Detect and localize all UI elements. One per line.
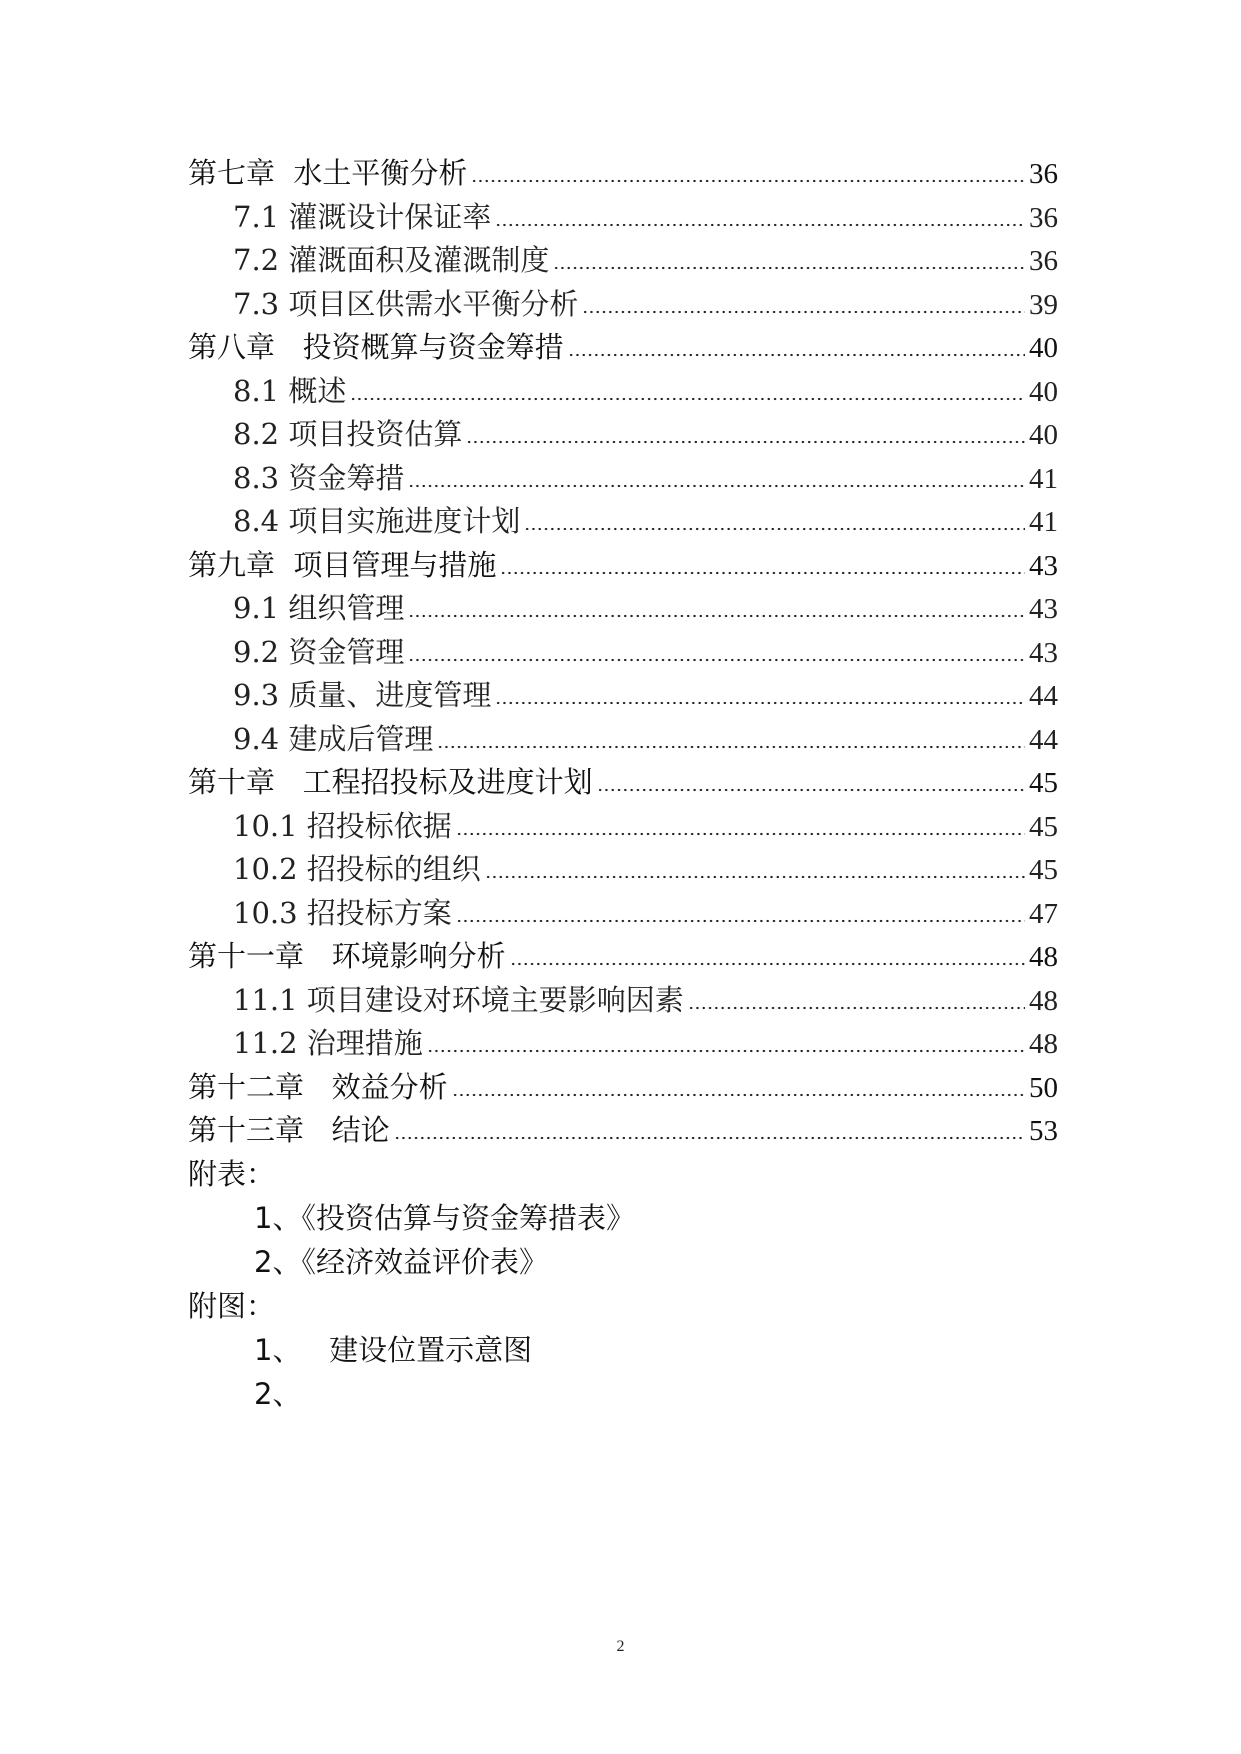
page-number: 2: [616, 1638, 625, 1655]
toc-entry-title: 9.3 质量、进度管理: [233, 678, 492, 712]
toc-page-number: 45: [1029, 767, 1058, 799]
toc-entry-title: 9.1 组织管理: [233, 591, 405, 625]
toc-dot-leader: [452, 1070, 1025, 1096]
toc-dot-leader: [408, 592, 1025, 618]
toc-dot-leader: [456, 809, 1025, 835]
toc-dot-leader: [597, 766, 1025, 792]
toc-chapter-entry: [188, 1065, 1058, 1109]
toc-section-entry: [188, 978, 1058, 1022]
toc-section-entry: [188, 195, 1058, 239]
toc-dot-leader: [466, 418, 1025, 444]
toc-section-entry: [188, 847, 1058, 891]
toc-section-entry: [188, 717, 1058, 761]
table-of-contents: [188, 151, 1058, 1152]
toc-section-entry: [188, 456, 1058, 500]
toc-dot-leader: [485, 853, 1025, 879]
toc-page-number: 40: [1029, 419, 1058, 451]
toc-entry-title: 第八章 投资概算与资金筹措: [188, 330, 564, 364]
toc-entry-title: 第十一章 环境影响分析: [188, 939, 506, 973]
toc-page-number: 48: [1029, 984, 1058, 1017]
toc-entry-title: 第七章 水土平衡分析: [188, 156, 468, 190]
toc-dot-leader: [427, 1027, 1025, 1053]
toc-page-number: 44: [1029, 680, 1058, 712]
toc-chapter-entry: [188, 543, 1058, 587]
toc-dot-leader: [471, 157, 1025, 183]
toc-page-number: 43: [1029, 549, 1058, 582]
toc-page-number: 39: [1029, 288, 1058, 321]
appendix-list: [188, 1152, 1058, 1416]
toc-dot-leader: [688, 983, 1025, 1009]
toc-page-number: 48: [1029, 941, 1058, 973]
toc-section-entry: [188, 891, 1058, 935]
toc-chapter-entry: [188, 325, 1058, 369]
toc-section-entry: [188, 369, 1058, 413]
toc-page-number: 36: [1029, 245, 1058, 277]
appendix-tables-heading: 附表：: [188, 1157, 276, 1191]
toc-chapter-entry: [188, 151, 1058, 195]
appendix-figure-item: 2、: [254, 1377, 302, 1411]
toc-page-number: 43: [1029, 636, 1058, 669]
toc-dot-leader: [456, 896, 1025, 922]
toc-page-number: 50: [1029, 1071, 1058, 1104]
toc-page-number: 53: [1029, 1115, 1058, 1147]
toc-section-entry: [188, 238, 1058, 282]
toc-dot-leader: [408, 635, 1025, 661]
toc-entry-title: 11.2 治理措施: [233, 1026, 423, 1060]
appendix-figures-heading: 附图：: [188, 1289, 276, 1323]
toc-entry-title: 8.4 项目实施进度计划: [233, 504, 521, 538]
toc-page-number: 45: [1029, 810, 1058, 843]
toc-dot-leader: [524, 505, 1025, 531]
toc-page-number: 36: [1029, 158, 1058, 190]
toc-page-number: 40: [1029, 375, 1058, 408]
toc-dot-leader: [408, 461, 1025, 487]
toc-entry-title: 8.3 资金筹措: [233, 460, 405, 495]
toc-page-number: 45: [1029, 854, 1058, 886]
toc-chapter-entry: [188, 1108, 1058, 1152]
toc-entry-title: 7.3 项目区供需水平衡分析: [233, 286, 579, 321]
toc-dot-leader: [394, 1114, 1025, 1140]
toc-dot-leader: [500, 548, 1025, 574]
appendix-table-item: 1、《投资估算与资金筹措表》: [254, 1201, 635, 1235]
toc-entry-title: 11.1 项目建设对环境主要影响因素: [233, 982, 684, 1017]
toc-page-number: 41: [1029, 506, 1058, 538]
toc-entry-title: 第九章 项目管理与措施: [188, 547, 497, 582]
toc-entry-title: 第十二章 效益分析: [188, 1069, 448, 1104]
toc-section-entry: [188, 499, 1058, 543]
toc-dot-leader: [582, 287, 1025, 313]
toc-section-entry: [188, 586, 1058, 630]
toc-page-number: 36: [1029, 201, 1058, 234]
toc-chapter-entry: [188, 934, 1058, 978]
toc-entry-title: 9.4 建成后管理: [233, 721, 434, 756]
toc-section-entry: [188, 282, 1058, 326]
toc-page-number: 40: [1029, 332, 1058, 364]
toc-section-entry: [188, 412, 1058, 456]
toc-dot-leader: [568, 331, 1025, 357]
toc-entry-title: 8.2 项目投资估算: [233, 417, 463, 451]
toc-chapter-entry: [188, 760, 1058, 804]
toc-dot-leader: [553, 244, 1025, 270]
toc-dot-leader: [495, 200, 1025, 226]
appendix-figure-item: 1、 建设位置示意图: [254, 1333, 533, 1367]
toc-page-number: 44: [1029, 723, 1058, 756]
toc-dot-leader: [510, 940, 1025, 966]
toc-entry-title: 8.1 概述: [233, 373, 347, 408]
toc-entry-title: 10.1 招投标依据: [233, 808, 452, 843]
toc-entry-title: 9.2 资金管理: [233, 634, 405, 669]
toc-page-number: 41: [1029, 462, 1058, 495]
toc-section-entry: [188, 1021, 1058, 1065]
toc-entry-title: 第十三章 结论: [188, 1113, 390, 1147]
toc-section-entry: [188, 673, 1058, 717]
toc-page-number: 48: [1029, 1028, 1058, 1060]
toc-entry-title: 第十章 工程招投标及进度计划: [188, 765, 593, 799]
toc-dot-leader: [350, 374, 1025, 400]
toc-entry-title: 10.3 招投标方案: [233, 895, 452, 930]
toc-entry-title: 7.1 灌溉设计保证率: [233, 199, 492, 234]
toc-page-number: 43: [1029, 593, 1058, 625]
toc-entry-title: 7.2 灌溉面积及灌溉制度: [233, 243, 550, 277]
appendix-table-item: 2、《经济效益评价表》: [254, 1245, 548, 1279]
toc-dot-leader: [495, 679, 1025, 705]
toc-section-entry: [188, 630, 1058, 674]
toc-section-entry: [188, 804, 1058, 848]
toc-entry-title: 10.2 招投标的组织: [233, 852, 481, 886]
toc-dot-leader: [437, 722, 1025, 748]
toc-page-number: 47: [1029, 897, 1058, 930]
